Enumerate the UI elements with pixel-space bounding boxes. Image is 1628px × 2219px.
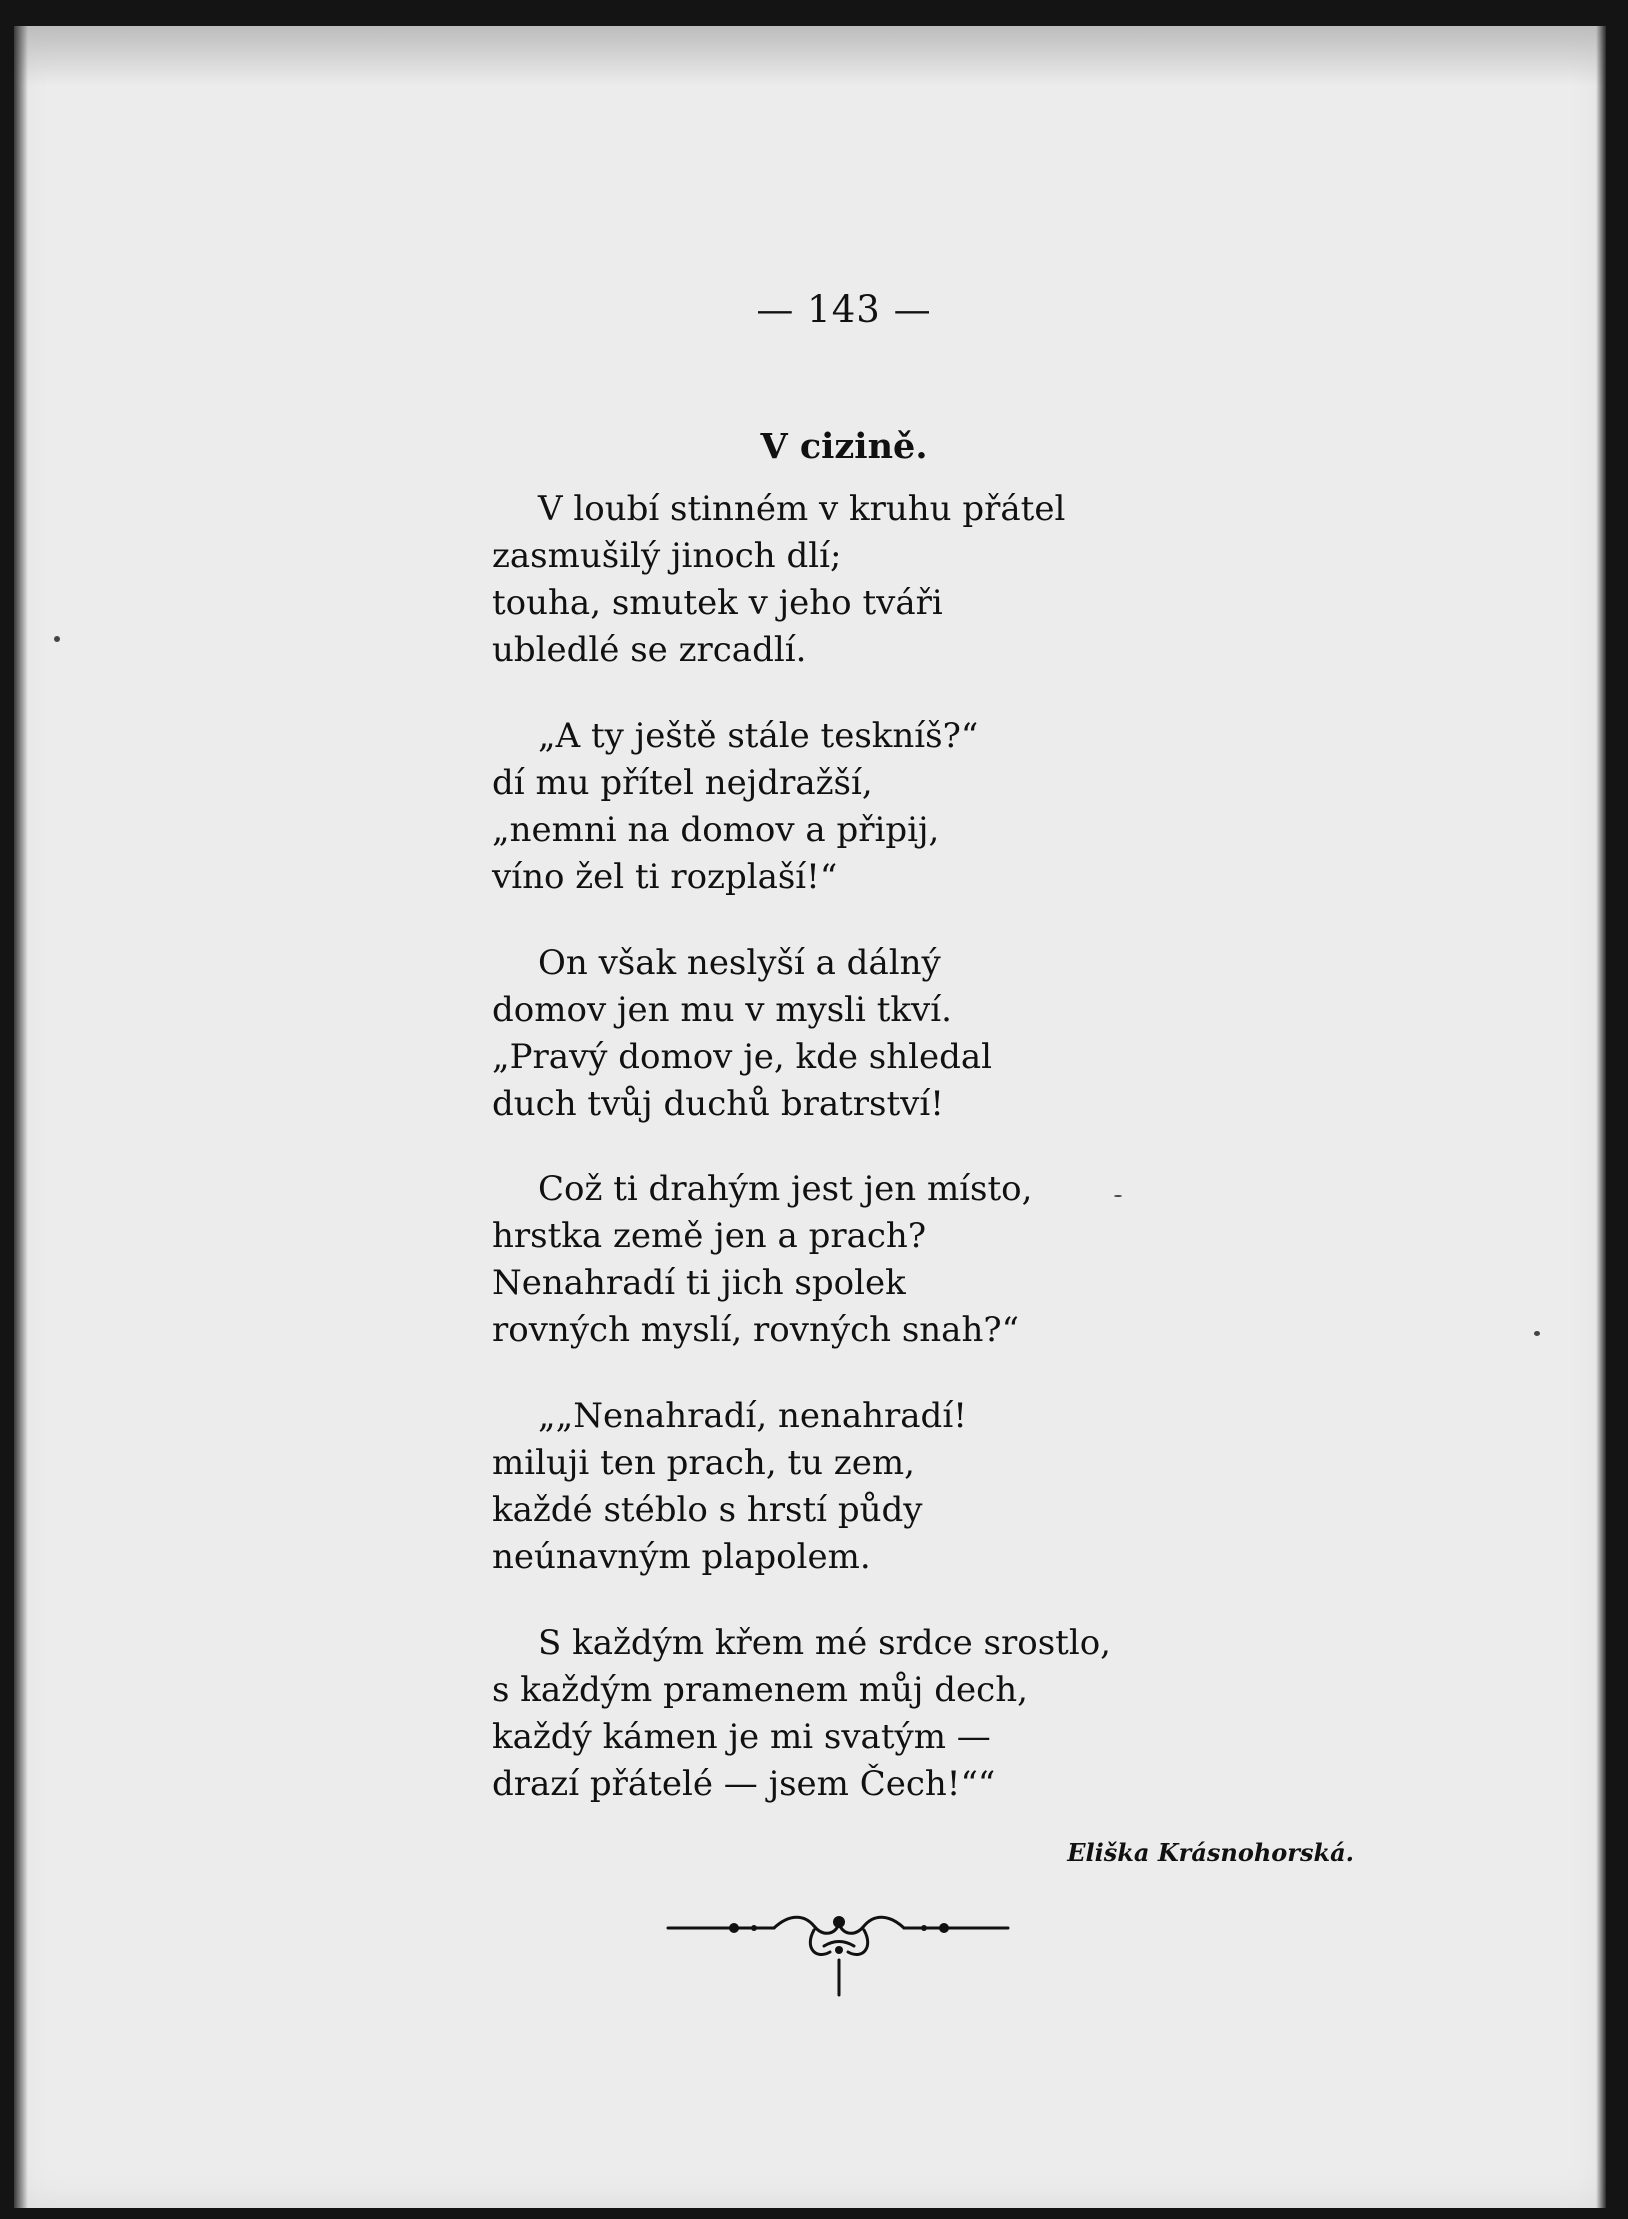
scan-speck xyxy=(1534,1331,1540,1336)
stanza-line: hrstka země jen a prach? xyxy=(492,1216,927,1256)
stanza-5 xyxy=(492,1393,1252,1581)
stanza-line: „„Nenahradí, nenahradí! xyxy=(538,1396,967,1436)
page-left-shadow xyxy=(14,26,28,2208)
stanza-line: „nemni na domov a připij, xyxy=(492,810,940,850)
stanza-line: domov jen mu v mysli tkví. xyxy=(492,990,952,1030)
book-page xyxy=(14,26,1606,2208)
stanza-line: každé stéblo s hrstí půdy xyxy=(492,1490,923,1530)
stanza-line: Což ti drahým jest jen místo, xyxy=(538,1169,1033,1209)
stanza-3 xyxy=(492,940,1252,1128)
stanza-line: „Pravý domov je, kde shledal xyxy=(492,1037,993,1077)
stanza-line: V loubí stinném v kruhu přátel xyxy=(538,489,1066,529)
stanza-line: S každým křem mé srdce srostlo, xyxy=(538,1623,1111,1663)
poem-title: V cizině. xyxy=(760,426,928,467)
stanza-line: ubledlé se zrcadlí. xyxy=(492,630,807,670)
stanza-line: víno žel ti rozplaší!“ xyxy=(492,857,838,897)
stanza-line: s každým pramenem můj dech, xyxy=(492,1670,1028,1710)
scan-speck xyxy=(54,636,60,642)
stanza-line: zasmušilý jinoch dlí; xyxy=(492,536,842,576)
stanza-line: „A ty ještě stále teskníš?“ xyxy=(538,716,979,756)
author-signature: Eliška Krásnohorská. xyxy=(1067,1838,1354,1867)
stanza-line: duch tvůj duchů bratrství! xyxy=(492,1084,944,1124)
flourish-ornament-icon xyxy=(664,1900,1014,2000)
stanza-2 xyxy=(492,713,1252,901)
stanza-line: On však neslyší a dálný xyxy=(538,943,941,983)
stanza-line: každý kámen je mi svatým — xyxy=(492,1717,991,1757)
stanza-line: rovných myslí, rovných snah?“ xyxy=(492,1310,1019,1350)
stanza-line: neúnavným plapolem. xyxy=(492,1537,871,1577)
stanza-line: touha, smutek v jeho tváři xyxy=(492,583,943,623)
stanza-line: drazí přátelé — jsem Čech!““ xyxy=(492,1764,996,1804)
stanza-1 xyxy=(492,486,1252,674)
page-top-shadow xyxy=(14,26,1606,86)
stanza-line: miluji ten prach, tu zem, xyxy=(492,1443,915,1483)
stanza-line: Nenahradí ti jich spolek xyxy=(492,1263,906,1303)
page-right-shadow xyxy=(1596,26,1606,2208)
page-number: — 143 — xyxy=(756,288,932,331)
stanza-4 xyxy=(492,1166,1252,1354)
stanza-6 xyxy=(492,1620,1252,1808)
stanza-line: dí mu přítel nejdražší, xyxy=(492,763,873,803)
